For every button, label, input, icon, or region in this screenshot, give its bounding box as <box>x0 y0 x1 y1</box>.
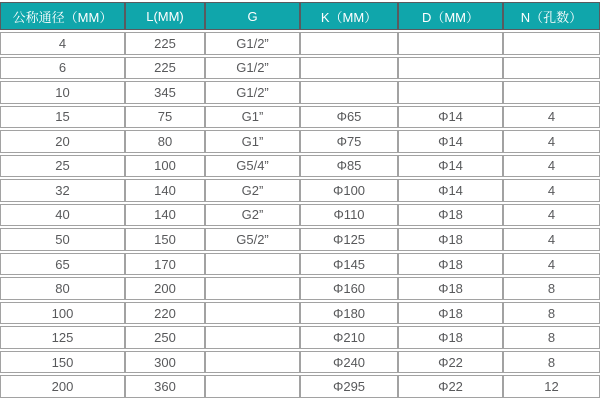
table-cell: 8 <box>503 351 600 374</box>
table-cell: 4 <box>503 253 600 276</box>
table-cell: 75 <box>125 106 205 129</box>
table-cell: Φ160 <box>300 277 398 300</box>
table-cell: Φ210 <box>300 326 398 349</box>
table-cell: Φ110 <box>300 204 398 227</box>
table-cell: G1” <box>205 130 300 153</box>
table-cell: Φ22 <box>398 351 503 374</box>
table-cell: 80 <box>125 130 205 153</box>
table-cell: 150 <box>125 228 205 251</box>
table-cell: G1” <box>205 106 300 129</box>
table-cell: 200 <box>125 277 205 300</box>
table-body <box>0 32 600 398</box>
table-cell: 225 <box>125 32 205 55</box>
table-row <box>0 155 600 178</box>
table-cell: 140 <box>125 179 205 202</box>
column-header-1: L(MM) <box>125 2 205 30</box>
table-cell <box>503 32 600 55</box>
column-header-2: G <box>205 2 300 30</box>
table-row <box>0 351 600 374</box>
table-cell: 125 <box>0 326 125 349</box>
table-row <box>0 32 600 55</box>
table-cell: Φ75 <box>300 130 398 153</box>
table-cell: 4 <box>503 228 600 251</box>
table-cell: 360 <box>125 375 205 398</box>
table-cell: G2” <box>205 204 300 227</box>
table-cell <box>503 57 600 80</box>
table-cell: 4 <box>503 179 600 202</box>
table-cell <box>205 253 300 276</box>
table-cell: G5/2” <box>205 228 300 251</box>
table-cell: 140 <box>125 204 205 227</box>
table-cell <box>205 302 300 325</box>
table-row <box>0 130 600 153</box>
table-cell: G1/2” <box>205 57 300 80</box>
table-cell: Φ18 <box>398 277 503 300</box>
table-cell: G5/4” <box>205 155 300 178</box>
table-cell: 8 <box>503 277 600 300</box>
table-cell: 170 <box>125 253 205 276</box>
table-cell: 8 <box>503 302 600 325</box>
table-cell: 80 <box>0 277 125 300</box>
column-header-5: N（孔数） <box>503 2 600 30</box>
table-cell <box>205 375 300 398</box>
header-row <box>0 2 600 30</box>
table-row <box>0 253 600 276</box>
table-cell: 65 <box>0 253 125 276</box>
table-cell <box>398 57 503 80</box>
table-cell: 12 <box>503 375 600 398</box>
table-row <box>0 302 600 325</box>
table-cell: 4 <box>503 130 600 153</box>
table-cell: G1/2” <box>205 81 300 104</box>
table-cell <box>205 277 300 300</box>
table-cell: 15 <box>0 106 125 129</box>
table-cell: 4 <box>503 106 600 129</box>
table-cell: 10 <box>0 81 125 104</box>
table-cell <box>398 81 503 104</box>
column-header-0: 公称通径（MM） <box>0 2 125 30</box>
table-cell: 300 <box>125 351 205 374</box>
table-row <box>0 326 600 349</box>
table-cell: Φ18 <box>398 326 503 349</box>
table-cell: 4 <box>503 155 600 178</box>
table-cell: 6 <box>0 57 125 80</box>
table-cell: Φ14 <box>398 155 503 178</box>
table-cell: 100 <box>0 302 125 325</box>
table-cell: Φ18 <box>398 228 503 251</box>
table-cell: 345 <box>125 81 205 104</box>
table-cell: 4 <box>0 32 125 55</box>
table-cell <box>205 351 300 374</box>
table-row <box>0 204 600 227</box>
table-cell: Φ22 <box>398 375 503 398</box>
table-cell: 150 <box>0 351 125 374</box>
table-cell: Φ240 <box>300 351 398 374</box>
table-cell <box>300 57 398 80</box>
table-cell <box>398 32 503 55</box>
table-cell: 200 <box>0 375 125 398</box>
table-cell: 250 <box>125 326 205 349</box>
table-cell: Φ180 <box>300 302 398 325</box>
table-cell: Φ14 <box>398 130 503 153</box>
table-row <box>0 277 600 300</box>
table-cell: Φ18 <box>398 204 503 227</box>
table-cell: Φ18 <box>398 253 503 276</box>
table-cell: 220 <box>125 302 205 325</box>
table-row <box>0 375 600 398</box>
table-row <box>0 106 600 129</box>
table-cell: G2” <box>205 179 300 202</box>
table-cell: 225 <box>125 57 205 80</box>
table-cell <box>300 81 398 104</box>
table-cell: Φ85 <box>300 155 398 178</box>
table-cell: Φ295 <box>300 375 398 398</box>
column-header-4: D（MM） <box>398 2 503 30</box>
table-cell: G1/2” <box>205 32 300 55</box>
table-cell: Φ100 <box>300 179 398 202</box>
table-cell: 8 <box>503 326 600 349</box>
table-cell: Φ18 <box>398 302 503 325</box>
table-cell <box>205 326 300 349</box>
table-row <box>0 179 600 202</box>
table-cell: 20 <box>0 130 125 153</box>
table-cell: 25 <box>0 155 125 178</box>
table-cell <box>300 32 398 55</box>
table-cell: Φ145 <box>300 253 398 276</box>
table-cell: 32 <box>0 179 125 202</box>
table-row <box>0 81 600 104</box>
table-cell: Φ65 <box>300 106 398 129</box>
table-cell: 4 <box>503 204 600 227</box>
table-cell: Φ14 <box>398 179 503 202</box>
table-cell: 40 <box>0 204 125 227</box>
table-cell <box>503 81 600 104</box>
table-cell: 50 <box>0 228 125 251</box>
table-cell: 100 <box>125 155 205 178</box>
column-header-3: K（MM） <box>300 2 398 30</box>
table-cell: Φ14 <box>398 106 503 129</box>
table-row <box>0 57 600 80</box>
table-row <box>0 228 600 251</box>
table-cell: Φ125 <box>300 228 398 251</box>
